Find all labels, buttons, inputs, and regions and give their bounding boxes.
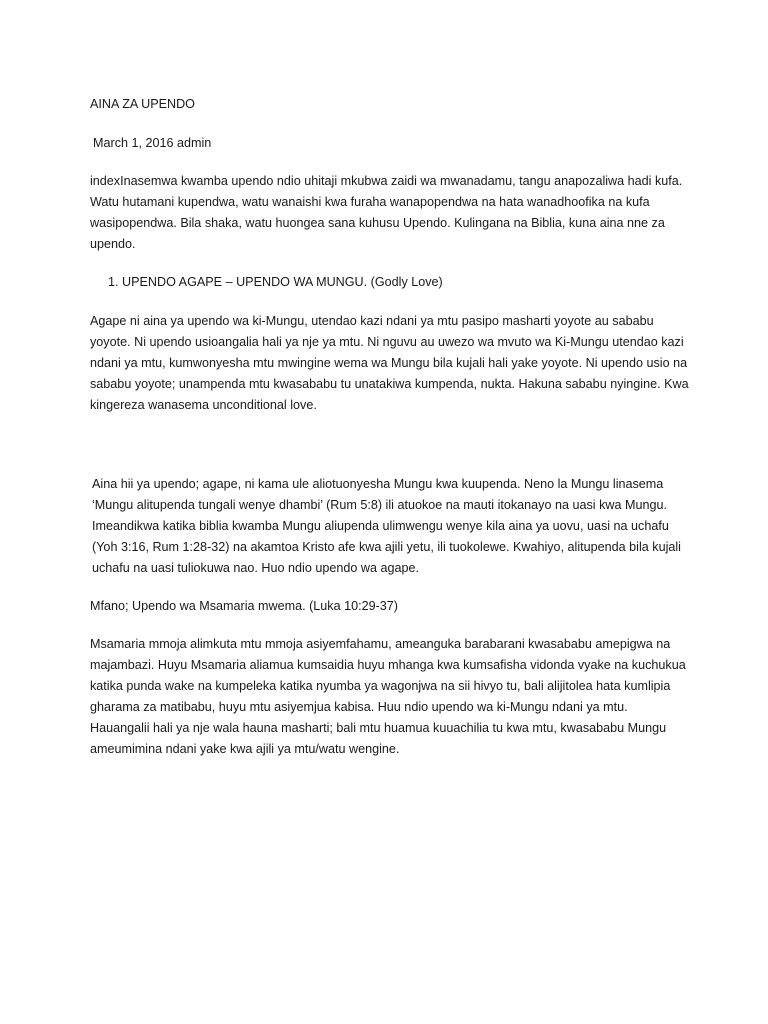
msamaria-paragraph: Msamaria mmoja alimkuta mtu mmoja asiyemfahamu, ameanguka barabarani kwasababu amepigwa na majambazi. Huyu Msamaria aliamua kumsaidia huyu mhanga kwa kumsafisha vidonda vyake na kuchukua katika punda wake na kumpeleka katika nyumba ya wagonjwa na sii hivyo tu, bali alijitolea hata kumlipia gharama za matibabu, huyu mtu asiyemjua kabisa. Huu ndio upendo wa ki-Mungu ndani ya mtu. Hauangalii hali ya nje wala hauna masharti; bali mtu huamua kuuachilia tu kwa mtu, kwasababu Mungu ameumimina ndani yake kwa ajili ya mtu/watu wengine.	[90, 637, 686, 756]
document-body	[90, 94, 690, 777]
example-heading: Mfano; Upendo wa Msamaria mwema. (Luka 10:29-37)	[90, 599, 398, 613]
agape-paragraph: Agape ni aina ya upendo wa ki-Mungu, utendao kazi ndani ya mtu pasipo masharti yoyote au sababu yoyote. Ni upendo usioangalia hali ya nje ya mtu. Ni nguvu au uwezo wa mvuto wa Ki-Mungu utendao kazi ndani ya mtu, kumwonyesha mtu mwingine wema wa Mungu bila kujali hali yake yoyote. Ni upendo usio na sababu yoyote; unampenda mtu kwasababu tu unatakiwa kumpenda, nukta. Hakuna sababu nyingine. Kwa kingereza wanasema unconditional love.	[90, 314, 689, 412]
post-meta: March 1, 2016 admin	[93, 136, 212, 150]
intro-paragraph: indexInasemwa kwamba upendo ndio uhitaji mkubwa zaidi wa mwanadamu, tangu anapozaliwa hadi kufa. Watu hutamani kupendwa, watu wanaishi kwa furaha wanapopendwa na hata wanadhoofika na kufa wasipopendwa. Bila shaka, watu huongea sana kuhusu Upendo. Kulingana na Biblia, kuna aina nne za upendo.	[90, 174, 683, 251]
section-heading-agape: 1. UPENDO AGAPE – UPENDO WA MUNGU. (Godly Love)	[108, 275, 443, 289]
blank-spacer	[90, 433, 690, 474]
aina-paragraph: Aina hii ya upendo; agape, ni kama ule aliotuonyesha Mungu kwa kuupenda. Neno la Mungu linasema ‘Mungu alitupenda tungali wenye dhambi’ (Rum 5:8) ili atuokoe na mauti itokanayo na uasi kwa Mungu. Imeandikwa katika biblia kwamba Mungu aliupenda ulimwengu wenye kila aina ya uovu, uasi na uchafu (Yoh 3:16, Rum 1:28-32) na akamtoa Kristo afe kwa ajili yetu, ili tuokolewe. Kwahiyo, alitupenda bila kujali uchafu na uasi tuliokuwa nao. Huo ndio upendo wa agape.	[92, 477, 681, 575]
document-title: AINA ZA UPENDO	[90, 97, 195, 111]
